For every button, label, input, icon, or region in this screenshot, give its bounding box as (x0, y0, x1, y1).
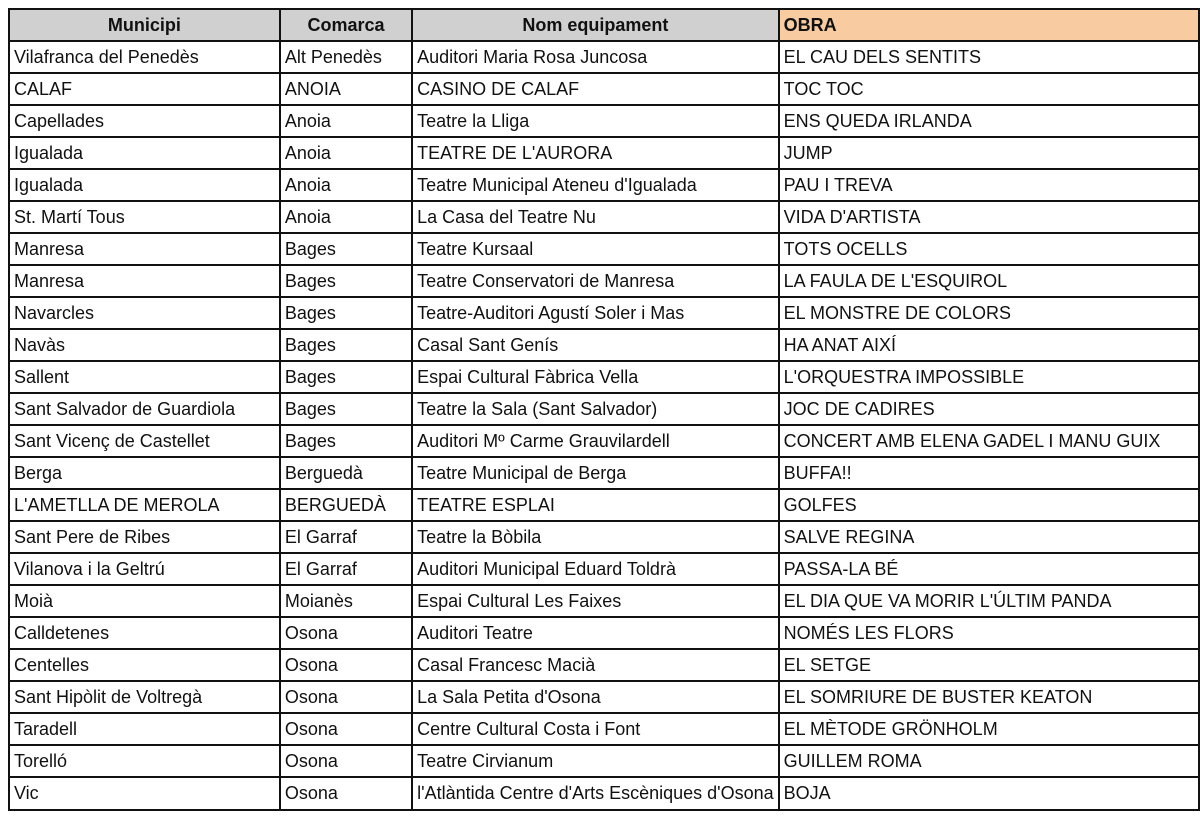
cell-comarca[interactable]: El Garraf (280, 521, 412, 553)
table-row (9, 329, 1199, 361)
cell-comarca[interactable]: Anoia (280, 137, 412, 169)
table-row (9, 681, 1199, 713)
column-header-comarca[interactable]: Comarca (280, 9, 412, 41)
cell-nom-equipament[interactable]: Casal Sant Genís (412, 329, 779, 361)
header-row (9, 9, 1199, 41)
cell-nom-equipament[interactable]: Teatre la Lliga (412, 105, 779, 137)
cell-municipi[interactable]: Sallent (9, 361, 280, 393)
cell-comarca[interactable]: Bages (280, 265, 412, 297)
cell-nom-equipament[interactable]: Auditori Mº Carme Grauvilardell (412, 425, 779, 457)
cell-nom-equipament[interactable]: Teatre-Auditori Agustí Soler i Mas (412, 297, 779, 329)
cell-nom-equipament[interactable]: La Casa del Teatre Nu (412, 201, 779, 233)
cell-comarca[interactable]: Bages (280, 233, 412, 265)
cell-obra[interactable]: GOLFES (779, 489, 1199, 521)
cell-nom-equipament[interactable]: Auditori Teatre (412, 617, 779, 649)
cell-obra[interactable]: LA FAULA DE L'ESQUIROL (779, 265, 1199, 297)
cell-municipi[interactable]: Calldetenes (9, 617, 280, 649)
cell-comarca[interactable]: Osona (280, 745, 412, 777)
cell-obra[interactable]: GUILLEM ROMA (779, 745, 1199, 777)
cell-municipi[interactable]: Vilafranca del Penedès (9, 41, 280, 73)
cell-comarca[interactable]: Osona (280, 713, 412, 745)
cell-comarca[interactable]: Alt Penedès (280, 41, 412, 73)
cell-nom-equipament[interactable]: Teatre la Bòbila (412, 521, 779, 553)
cell-obra[interactable]: NOMÉS LES FLORS (779, 617, 1199, 649)
cell-comarca[interactable]: Osona (280, 777, 412, 810)
cell-obra[interactable]: EL CAU DELS SENTITS (779, 41, 1199, 73)
cell-comarca[interactable]: Osona (280, 617, 412, 649)
cell-comarca[interactable]: Bages (280, 297, 412, 329)
cell-obra[interactable]: EL MONSTRE DE COLORS (779, 297, 1199, 329)
table-row (9, 745, 1199, 777)
table-row (9, 457, 1199, 489)
table-row (9, 233, 1199, 265)
cell-nom-equipament[interactable]: Teatre Conservatori de Manresa (412, 265, 779, 297)
table-row (9, 713, 1199, 745)
cell-municipi[interactable]: Manresa (9, 233, 280, 265)
cell-nom-equipament[interactable]: Teatre Municipal Ateneu d'Igualada (412, 169, 779, 201)
cell-municipi[interactable]: Sant Vicenç de Castellet (9, 425, 280, 457)
table-row (9, 585, 1199, 617)
cell-municipi[interactable]: Vic (9, 777, 280, 810)
spreadsheet-table (8, 8, 1200, 811)
table-row (9, 73, 1199, 105)
table-row (9, 553, 1199, 585)
table-row (9, 649, 1199, 681)
cell-municipi[interactable]: Sant Salvador de Guardiola (9, 393, 280, 425)
cell-obra[interactable]: EL DIA QUE VA MORIR L'ÚLTIM PANDA (779, 585, 1199, 617)
cell-nom-equipament[interactable]: Teatre Kursaal (412, 233, 779, 265)
cell-obra[interactable]: ENS QUEDA IRLANDA (779, 105, 1199, 137)
column-header-nom-equipament[interactable]: Nom equipament (412, 9, 779, 41)
cell-obra[interactable]: EL SOMRIURE DE BUSTER KEATON (779, 681, 1199, 713)
cell-municipi[interactable]: Manresa (9, 265, 280, 297)
cell-nom-equipament[interactable]: CASINO DE CALAF (412, 73, 779, 105)
table-row (9, 361, 1199, 393)
cell-obra[interactable]: JUMP (779, 137, 1199, 169)
cell-municipi[interactable]: L'AMETLLA DE MEROLA (9, 489, 280, 521)
cell-municipi[interactable]: Igualada (9, 169, 280, 201)
cell-obra[interactable]: PASSA-LA BÉ (779, 553, 1199, 585)
cell-nom-equipament[interactable]: Auditori Maria Rosa Juncosa (412, 41, 779, 73)
cell-municipi[interactable]: Taradell (9, 713, 280, 745)
cell-nom-equipament[interactable]: TEATRE ESPLAI (412, 489, 779, 521)
cell-municipi[interactable]: Vilanova i la Geltrú (9, 553, 280, 585)
cell-comarca[interactable]: BERGUEDÀ (280, 489, 412, 521)
cell-municipi[interactable]: Navàs (9, 329, 280, 361)
cell-municipi[interactable]: Berga (9, 457, 280, 489)
cell-municipi[interactable]: Navarcles (9, 297, 280, 329)
cell-obra[interactable]: TOC TOC (779, 73, 1199, 105)
table-row (9, 105, 1199, 137)
cell-comarca[interactable]: Bages (280, 393, 412, 425)
column-header-obra[interactable]: OBRA (779, 9, 1199, 41)
table-row (9, 489, 1199, 521)
cell-nom-equipament[interactable]: Auditori Municipal Eduard Toldrà (412, 553, 779, 585)
cell-comarca[interactable]: Bages (280, 329, 412, 361)
column-header-municipi[interactable]: Municipi (9, 9, 280, 41)
cell-nom-equipament[interactable]: l'Atlàntida Centre d'Arts Escèniques d'Osona (412, 777, 779, 810)
table-row (9, 41, 1199, 73)
cell-nom-equipament[interactable]: Teatre la Sala (Sant Salvador) (412, 393, 779, 425)
table-row (9, 393, 1199, 425)
cell-obra[interactable]: L'ORQUESTRA IMPOSSIBLE (779, 361, 1199, 393)
cell-municipi[interactable]: Sant Pere de Ribes (9, 521, 280, 553)
cell-nom-equipament[interactable]: Espai Cultural Les Faixes (412, 585, 779, 617)
table-row (9, 617, 1199, 649)
table-row (9, 169, 1199, 201)
cell-municipi[interactable]: Torelló (9, 745, 280, 777)
cell-comarca[interactable]: Osona (280, 681, 412, 713)
cell-nom-equipament[interactable]: TEATRE DE L'AURORA (412, 137, 779, 169)
cell-comarca[interactable]: Bages (280, 361, 412, 393)
cell-obra[interactable]: VIDA D'ARTISTA (779, 201, 1199, 233)
cell-obra[interactable]: HA ANAT AIXÍ (779, 329, 1199, 361)
cell-obra[interactable]: SALVE REGINA (779, 521, 1199, 553)
table-row (9, 425, 1199, 457)
cell-obra[interactable]: BUFFA!! (779, 457, 1199, 489)
cell-obra[interactable]: CONCERT AMB ELENA GADEL I MANU GUIX (779, 425, 1199, 457)
cell-comarca[interactable]: El Garraf (280, 553, 412, 585)
cell-obra[interactable]: EL SETGE (779, 649, 1199, 681)
table-row (9, 297, 1199, 329)
table-row (9, 265, 1199, 297)
cell-comarca[interactable]: Berguedà (280, 457, 412, 489)
table-row (9, 521, 1199, 553)
cell-municipi[interactable]: Igualada (9, 137, 280, 169)
cell-comarca[interactable]: Anoia (280, 169, 412, 201)
table-row (9, 137, 1199, 169)
cell-obra[interactable]: JOC DE CADIRES (779, 393, 1199, 425)
cell-comarca[interactable]: Moianès (280, 585, 412, 617)
cell-nom-equipament[interactable]: Espai Cultural Fàbrica Vella (412, 361, 779, 393)
cell-comarca[interactable]: Bages (280, 425, 412, 457)
cell-obra[interactable]: PAU I TREVA (779, 169, 1199, 201)
cell-nom-equipament[interactable]: Centre Cultural Costa i Font (412, 713, 779, 745)
cell-municipi[interactable]: St. Martí Tous (9, 201, 280, 233)
cell-obra[interactable]: TOTS OCELLS (779, 233, 1199, 265)
cell-comarca[interactable]: Anoia (280, 201, 412, 233)
cell-comarca[interactable]: Osona (280, 649, 412, 681)
cell-municipi[interactable]: Centelles (9, 649, 280, 681)
cell-nom-equipament[interactable]: Casal Francesc Macià (412, 649, 779, 681)
cell-nom-equipament[interactable]: Teatre Municipal de Berga (412, 457, 779, 489)
table-row (9, 777, 1199, 810)
cell-municipi[interactable]: Moià (9, 585, 280, 617)
cell-nom-equipament[interactable]: La Sala Petita d'Osona (412, 681, 779, 713)
cell-comarca[interactable]: ANOIA (280, 73, 412, 105)
cell-municipi[interactable]: Sant Hipòlit de Voltregà (9, 681, 280, 713)
cell-obra[interactable]: BOJA (779, 777, 1199, 810)
cell-obra[interactable]: EL MÈTODE GRÖNHOLM (779, 713, 1199, 745)
table-row (9, 201, 1199, 233)
cell-municipi[interactable]: Capellades (9, 105, 280, 137)
cell-comarca[interactable]: Anoia (280, 105, 412, 137)
cell-nom-equipament[interactable]: Teatre Cirvianum (412, 745, 779, 777)
cell-municipi[interactable]: CALAF (9, 73, 280, 105)
